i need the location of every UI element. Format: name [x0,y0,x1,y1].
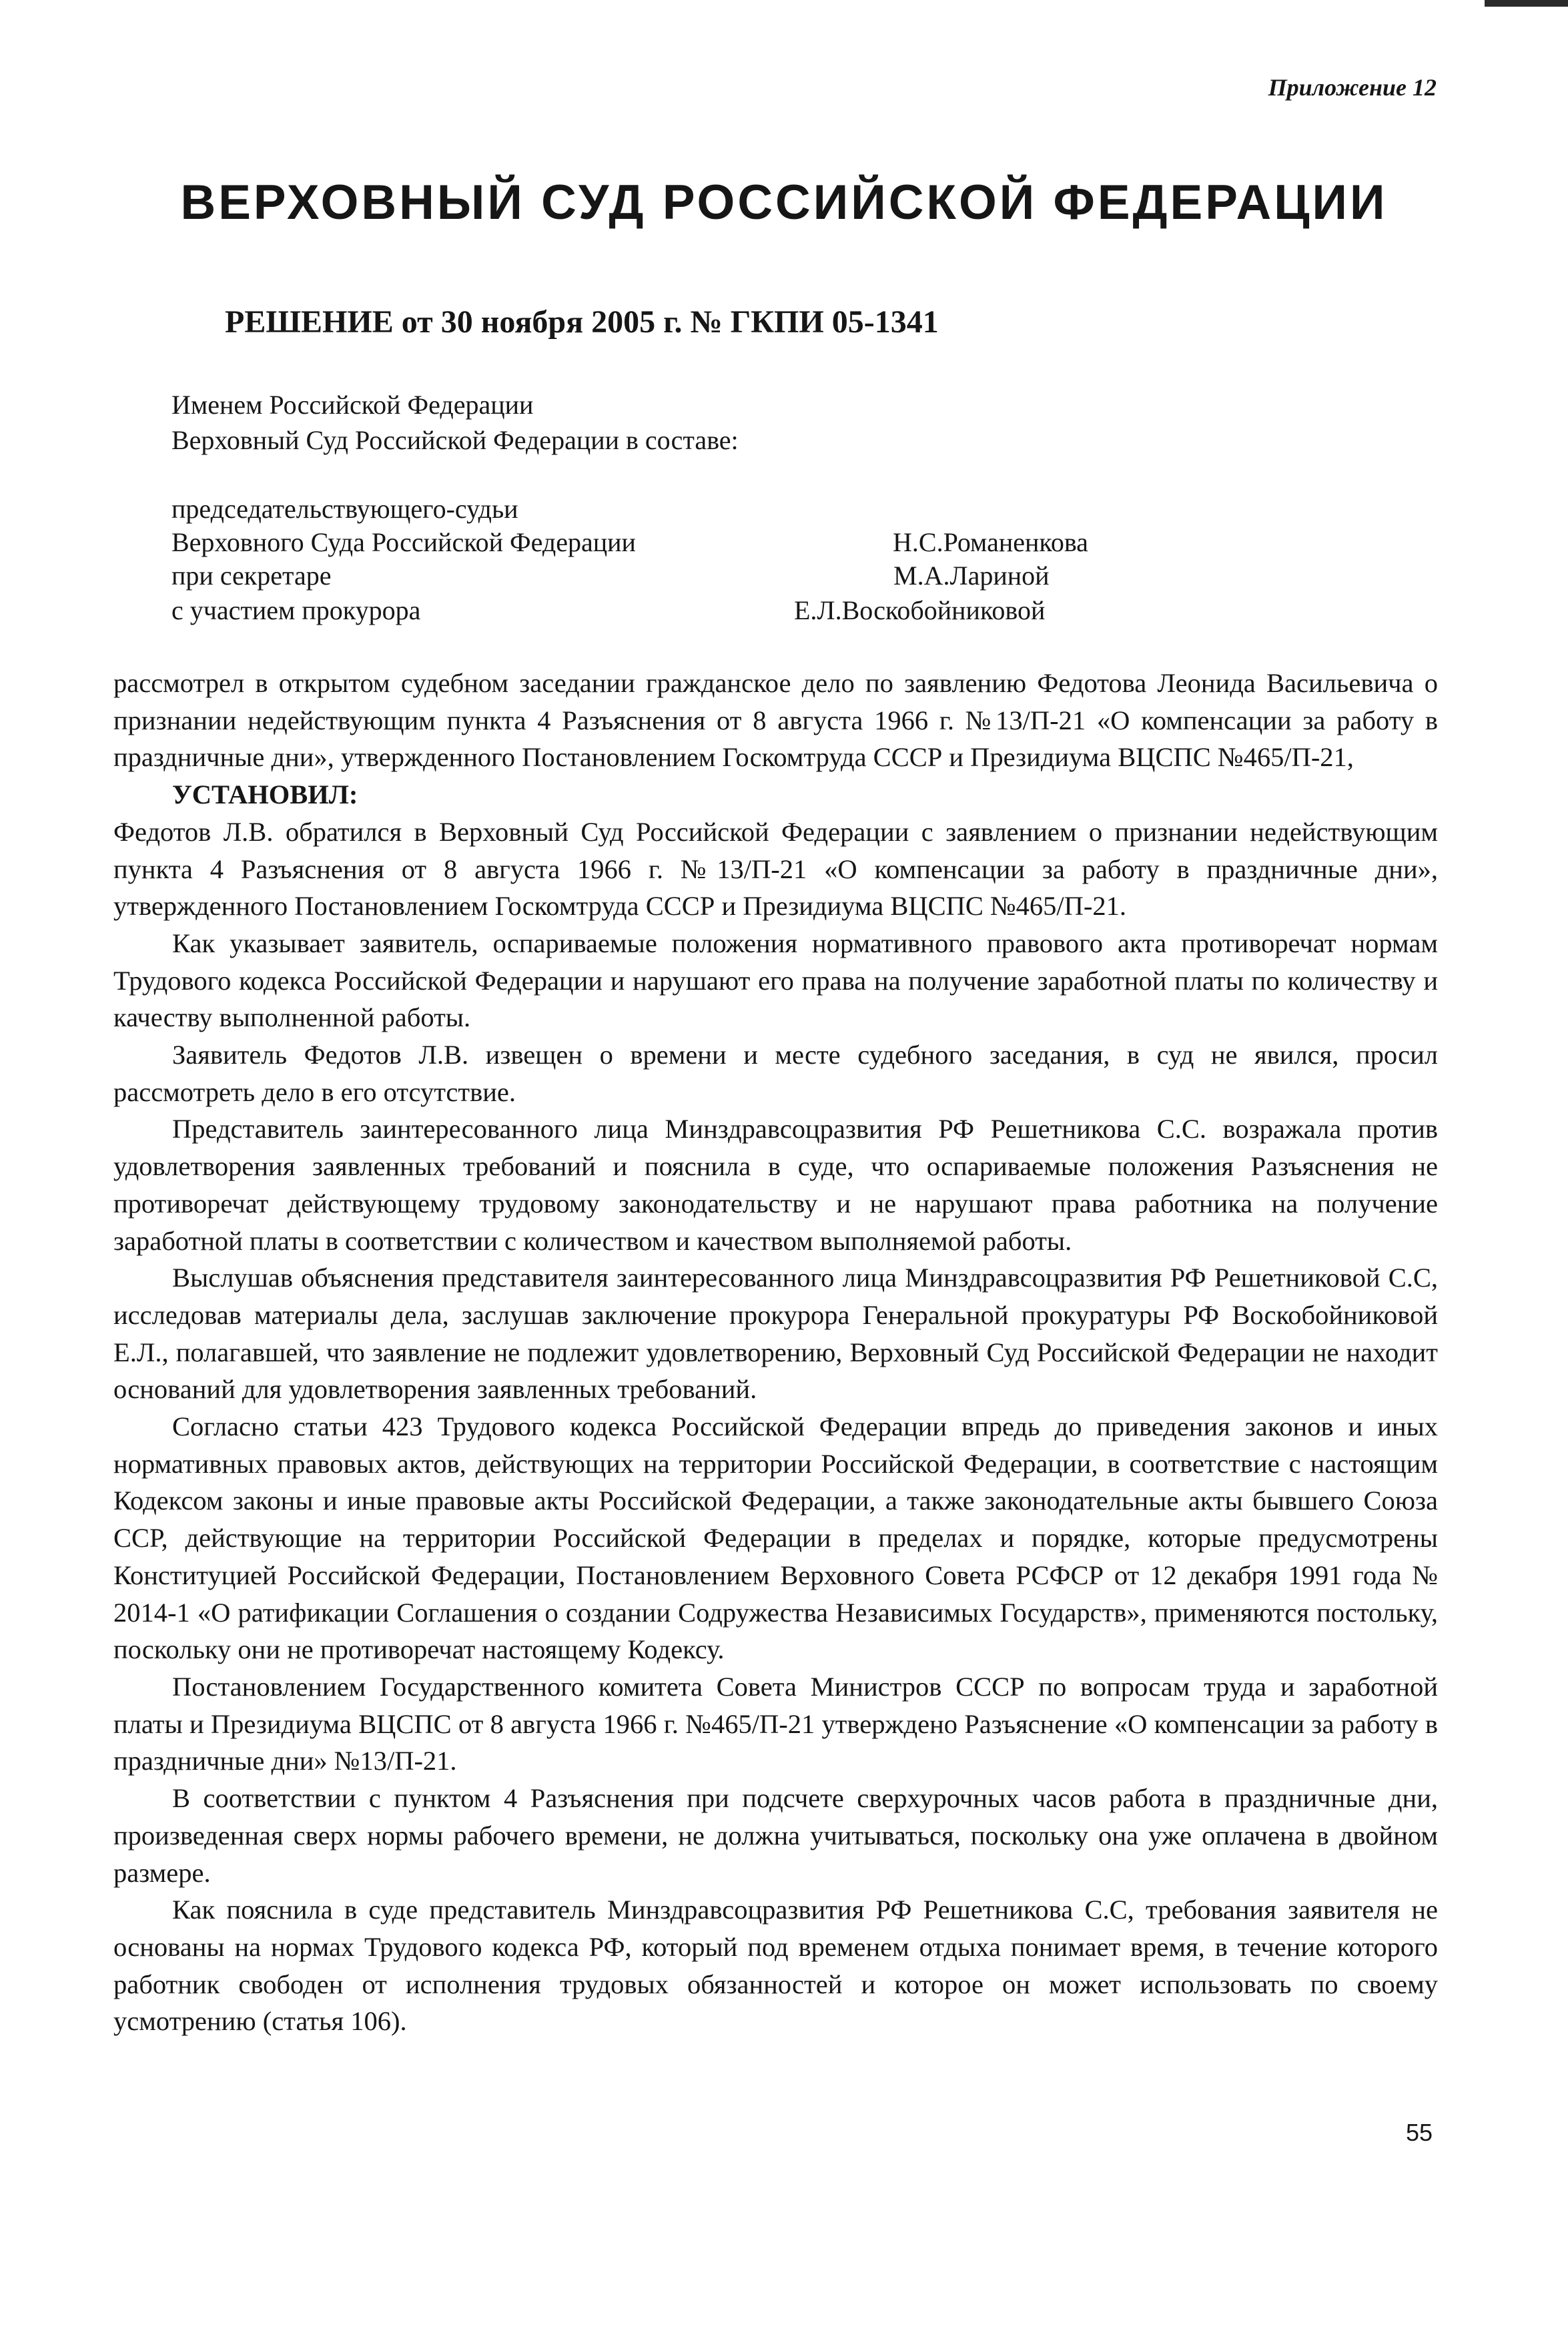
composition-person: М.А.Лариной [893,561,1050,591]
court-title: ВЕРХОВНЫЙ СУД РОССИЙСКОЙ ФЕДЕРАЦИИ [180,176,1388,230]
paragraph: Представитель заинтересованного лица Минздравсоцразвития РФ Решетникова С.С. возражала против удовлетворения заявленных требований и пояснила в суде, что оспариваемые положения Разъяснения не противоречат действующему трудовому законодательству и не нарушают права работника на получение заработной платы в соответствии с количеством и качеством выполняемой работы. [113,1114,1438,1256]
page-number: 55 [1405,2119,1433,2146]
intro-line-1: Именем Российской Федерации [171,390,534,420]
paragraph: рассмотрел в открытом судебном заседании гражданское дело по заявлению Федотова Леонида Васильевича о признании недействующим пункта 4 Разъяснения от 8 августа 1966 г. №13/П-21 «О компенсации за работу в праздничные дни», утвержденного Постановлением Госкомтруда СССР и Президиума ВЦСПС №465/П-21, [113,668,1438,773]
composition-role: Верховного Суда Российской Федерации [171,527,636,557]
paragraph: Заявитель Федотов Л.В. извещен о времени и месте судебного заседания, в суд не явился, просил рассмотреть дело в его отсутствие. [113,1040,1438,1107]
composition-person: Е.Л.Воскобойниковой [794,595,1046,625]
paragraph: Как пояснила в суде представитель Минздравсоцразвития РФ Решетникова С.С, требования заявителя не основаны на нормах Трудового кодекса РФ, который под временем отдыха понимает время, в течение которого работник свободен от исполнения трудовых обязанностей и которое он может использовать по своему усмотрению (статья 106). [113,1895,1438,2037]
scan-edge-mark [1485,0,1568,7]
paragraph: В соответствии с пунктом 4 Разъяснения при подсчете сверхурочных часов работа в праздничные дни, произведенная сверх нормы рабочего времени, не должна учитываться, поскольку она уже оплачена в двойном размере. [113,1783,1438,1888]
paragraph: Как указывает заявитель, оспариваемые положения нормативного правового акта противоречат нормам Трудового кодекса Российской Федерации и нарушают его права на получение заработной платы по количеству и качеству выполненной работы. [113,928,1438,1033]
section-heading: УСТАНОВИЛ: [172,779,358,810]
decision-body [113,665,1438,2040]
composition-person: Н.С.Романенкова [893,527,1088,557]
appendix-label: Приложение 12 [1268,74,1437,101]
paragraph: Федотов Л.В. обратился в Верховный Суд Российской Федерации с заявлением о признании недействующим пункта 4 Разъяснения от 8 августа 1966 г. №13/П-21 «О компенсации за работу в праздничные дни», утвержденного Постановлением Госкомтруда СССР и Президиума ВЦСПС №465/П-21. [113,816,1438,922]
decision-title: РЕШЕНИЕ от 30 ноября 2005 г. № ГКПИ 05-1341 [225,304,939,340]
composition-role: с участием прокурора [171,595,421,625]
paragraph: Постановлением Государственного комитета Совета Министров СССР по вопросам труда и заработной платы и Президиума ВЦСПС от 8 августа 1966 г. №465/П-21 утверждено Разъяснение «О компенсации за работу в праздничные дни» №13/П-21. [113,1671,1438,1776]
paragraph: Выслушав объяснения представителя заинтересованного лица Минздравсоцразвития РФ Решетниковой С.С, исследовав материалы дела, заслушав заключение прокурора Генеральной прокуратуры РФ Воскобойниковой Е.Л., полагавшей, что заявление не подлежит удовлетворению, Верховный Суд Российской Федерации не находит оснований для удовлетворения заявленных требований. [113,1263,1438,1405]
paragraph: Согласно статьи 423 Трудового кодекса Российской Федерации впредь до приведения законов и иных нормативных правовых актов, действующих на территории Российской Федерации, в соответствие с настоящим Кодексом законы и иные правовые акты Российской Федерации, а также законодательные акты бывшего Союза ССР, действующие на территории Российской Федерации в пределах и порядке, которые предусмотрены Конституцией Российской Федерации, Постановлением Верховного Совета РСФСР от 12 декабря 1991 года № 2014-1 «О ратификации Соглашения о создании Содружества Независимых Государств», применяются постольку, поскольку они не противоречат настоящему Кодексу. [113,1411,1438,1665]
intro-line-2: Верховный Суд Российской Федерации в составе: [171,425,739,455]
composition-role: при секретаре [171,561,332,591]
composition-role: председательствующего-судьи [171,494,518,524]
